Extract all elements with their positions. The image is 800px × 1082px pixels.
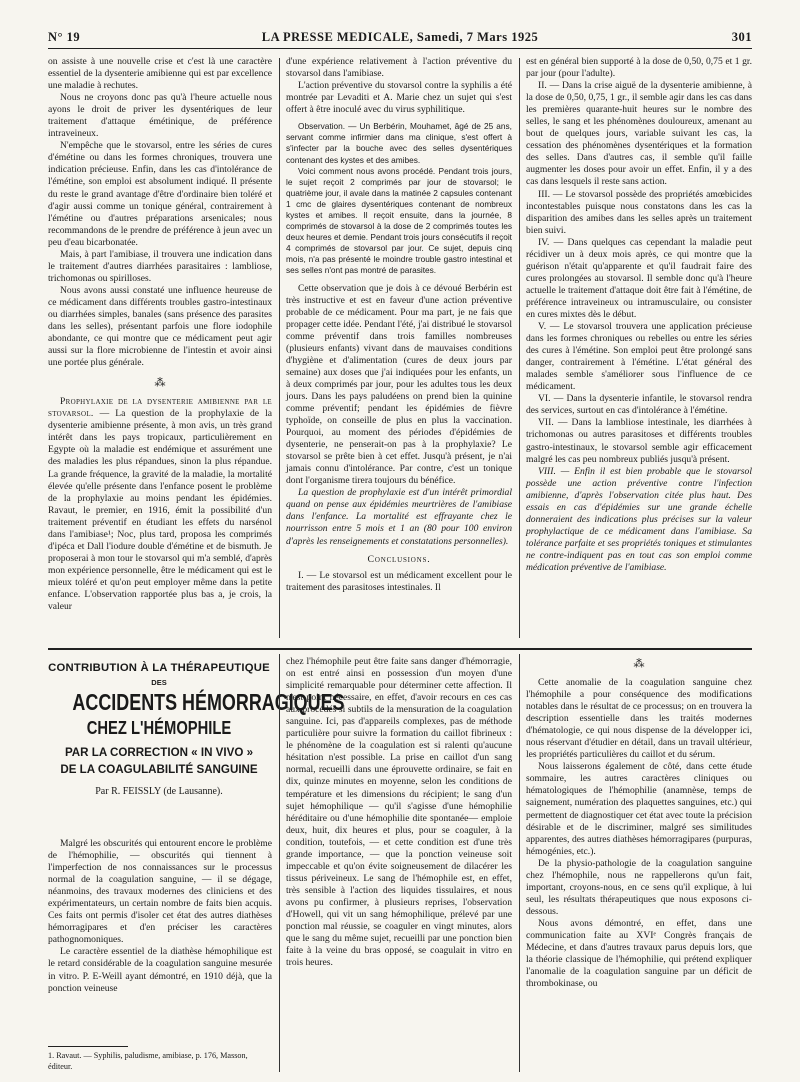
paragraph: L'action préventive du stovarsol contre la syphilis a été montrée par Levaditi et A. Marie chez un sujet qui s'est offert à être inoculé avec du virus syphilitique. [286,80,512,116]
column-rule [519,58,520,638]
observation-block [286,121,512,276]
paragraph: — La question de la prophylaxie de la dysenterie amibienne présente, à mon avis, un très grand intérêt dans les pays tropicaux, particulièrement en Egypte où la maladie est endémique et assurément une des maladies les plus répandues, sinon la plus répandue. La grande fréquence, la gravité de la maladie, la mortalité élevée qu'elle présente dans l'enfance posent le problème de la prophylaxie au moins pendant les épidémies. Ravaut, le premier, en 1916, émit la possibilité d'un traitement préventif en étudiant les effets du narsénol dans l'amibiase¹; Noc, plus tard, proposa les comprimés d'ipéca et Dall l'iodure double d'émétine et de bismuth. Je proposerai à mon tour le stovarsol qui m'a semblé, d'après mon expérience personnelle, être le médicament qui est le mieux toléré et qu'on peut employer même dans la petite enfance. L'observation rapportée plus bas a, je crois, la valeur [48,408,272,613]
paragraph: VI. — Dans la dysenterie infantile, le stovarsol rendra des services, surtout en cas d'intolérance à l'émétine. [526,393,752,417]
article-author: Par R. FEISSLY (de Lausanne). [95,786,223,797]
article-title-line-2: CHEZ L'HÉMOPHILE [86,718,232,738]
paragraph: V. — Le stovarsol trouvera une application précieuse dans les formes chroniques ou rebelles ou entre les séries des cures à l'émétine. Son emploi peut être prolongé sans danger, contrairement à l'émétine. L'état général des malades semble s'améliorer sous l'influence de ce médicament. [526,321,752,393]
top-column-1 [48,56,272,613]
paragraph: est en général bien supporté à la dose de 0,50, 0,75 et 1 gr. par jour (pour l'adulte). [526,56,752,80]
article-kicker: CONTRIBUTION À LA THÉRAPEUTIQUE [48,662,270,674]
paragraph: Cette observation que je dois à ce dévoué Berbérin est très instructive et est en faveur d'une action préventive probable de ce médicament. Pour ma part, je ne fais que propager cette idée. Pendant l'été, j'ai distribué le stovarsol comme préventif dans trois familles nombreuses (plusieurs enfants) vivant dans de mauvaises conditions d'hygiène et d'alimentation (cures de deux jours par semaine) aux doses que j'ai indiquées pour les enfants, un à deux comprimés par jour, pour les adultes tous les deux jours. Dans les pays paludéens on prend bien la quinine comme préventif; pendant les épidémies de fièvre typhoïde, on conseille de plus en plus la vaccination. Pourquoi, au moment des périodes d'épidémies de dysenterie, ne penserait-on pas à la prophylaxie? Le stovarsol se prête bien à cet effet. Jusqu'à présent, je n'ai jamais connu d'intolérance. Par contre, c'est un tonique dont l'organisme tirera toujours du bénéfice. [286,282,512,487]
paragraph: chez l'hémophile peut être faite sans danger d'hémorragie, on est entré ainsi en possession d'un moyen d'une simplicité remarquable pour déterminer cette affection. Il n'est point nécessaire, en effet, d'avoir recours en ces cas aux procédés si subtils de la mensuration de la coagulation sanguine. Ici, pas d'appareils complexes, pas de méthode particulière pour suivre la formation du caillot fibrineux : le phénomène de la coagulation est si ralenti qu'aucune hésitation n'est possible. La prise en caillot d'un sang normal, recueilli dans une éprouvette ordinaire, se fait en dix, quinze minutes en moyenne, selon les conditions de température et les dimensions du récipient; le sang d'un sujet hémophilique — qu'il s'agisse d'une hémophilie héréditaire ou d'une hémophilie dite spontanée— emploie deux, huit, dix heures et plus, pour se coaguler, à la condition, toutefois, — et cette condition est d'une très grande importance, — que la ponction veineuse soit impeccable et qu'on évite soigneusement de dilacérer les tissus périveineux. Le sang de l'hémophile est, en effet, très sensible à l'action des liquides tissulaires, et nous avons pu confirmer, à plusieurs reprises, l'observation d'Howell, qui vit un sang hémophilique, prélevé par une ponction mal réussie, se coaguler en vingt minutes, alors que le sang du même sujet, recueilli par une ponction bien faite à la veine du bras opposé, se coagulait in vitro en trois heures. [286,656,512,969]
bottom-column-1 [48,838,272,995]
paragraph: II. — Dans la crise aiguë de la dysenterie amibienne, à la dose de 0,50, 0,75, 1 gr., il semble agir dans les cas dans les premières quarante-huit heures sur le nombre des selles, le sang et les phénomènes douloureux, amenant au bout de quelques jours, variable suivant les cas, la cessation des phénomènes dysentériques et la formation des selles. Dans d'autres cas, il semble qu'il faille augmenter les doses pour avoir un effet. Enfin, il y a des cas dans lesquels il reste sans action. [526,80,752,188]
page-folio: 301 [731,30,752,44]
paragraph: Nous avons démontré, en effet, dans une communication faite au XVIᵉ Congrès français de Médecine, et dans d'autres travaux parus depuis lors, que la théorie classique de l'hémophilie, qui prétend expliquer l'anomalie de la coagulation sanguine par un déficit de thrombokinase, ou [526,917,752,990]
paragraph: III. — Le stovarsol possède des propriétés amœbicides incontestables puisque nous constatons dans les cas la disparition des amibes dans les selles après un traitement bien suivi. [526,188,752,236]
conclusions-heading: Conclusions. [367,553,431,565]
paragraph: N'empêche que le stovarsol, entre les séries de cures d'émétine ou dans les formes chroniques, trouvera une indication précieuse. Enfin, dans les cas d'intolérance de l'émétine, son emploi est absolument indiqué. Il présente du reste le grand avantage d'être d'ordinaire bien toléré et d'agir aussi comme un tonique général, contrairement à l'émétine ou d'autres préparations arsenicales; nous recommandons de le prendre de préférence à jeun avec un peu d'eau bicarbonatée. [48,140,272,248]
column-rule [279,58,280,638]
section-separator: ⁂ [154,377,166,390]
article-subtitle-1: PAR LA CORRECTION « IN VIVO » [64,746,254,759]
paragraph: VIII. — Enfin il est bien probable que le stovarsol possède une action préventive contre l'infection amibienne, d'après l'observation citée plus haut. Des essais en cas d'épidémies sur une grande échelle donneraient des indications plus précises sur la valeur prophylactique de ce médicament dans l'amibiase. Sa tolérance parfaite et ses propriétés toniques et stimulantes ne contre-indiquent pas en tout cas son emploi comme médication préventive de l'amibiase. [526,465,752,573]
paragraph: Cette anomalie de la coagulation sanguine chez l'hémophile a pour conséquence des modifications notables dans le résultat de ce processus; on en trouvera la description essentielle dans les traités modernes d'hématologie, ce qui nous dispense de la développer ici, nous réservant d'étudier en détail, dans un travail ultérieur, les propriétés particulières du caillot et du sérum. [526,677,752,761]
paragraph: La question de prophylaxie est d'un intérêt primordial quand on pense aux épidémies meurtrières de l'amibiase dans l'enfance. La mortalité est effrayante chez le nourrisson entre 5 mois et 1 an (80 pour 100 environ d'après les renseignements et constatations personnelles). [286,487,512,547]
footnote: 1. Ravaut. — Syphilis, paludisme, amibiase, p. 176, Masson, éditeur. [48,1051,248,1071]
section-divider [48,648,752,650]
paragraph: De la physio-pathologie de la coagulation sanguine chez l'hémophile, nous ne rappellerons qu'un fait, important, croyons-nous, en ce sens qu'il explique, à lui seul, les résultats thérapeutiques que nous exposons ci-dessous. [526,857,752,917]
paragraph: Nous avons aussi constaté une influence heureuse de ce médicament dans différents troubles gastro-intestinaux ou diarrhées simples, banales (sans présence des parasites dans les selles), présentant parfois une flore iodophile abondante, ce qui montre que ce médicament peut agir aussi sur la flore microbienne de l'intestin et avoir ainsi une portée plus générale. [48,284,272,369]
paragraph: Nous ne croyons donc pas qu'à l'heure actuelle nous ayons le droit de priver les dysentériques de leur traitement d'attaque émétinique, de préférence intraveineux. [48,92,272,140]
article-title-block [48,662,345,797]
paragraph: Mais, à part l'amibiase, il trouvera une indication dans le traitement d'autres diarrhées parasitaires : lambliose, trichomonas ou spirilloses. [48,248,272,284]
paragraph: d'une expérience relativement à l'action préventive du stovarsol dans l'amibiase. [286,56,512,80]
observation-paragraph: Voici comment nous avons procédé. Pendant trois jours, le sujet reçoit 2 comprimés par jour de stovarsol; le quatrième jour, il avale dans la matinée 2 capsules contenant 1 cmc de glaires dysentériques contenant de nombreux kystes et amibes. Il reçoit ensuite, dans la journée, 8 comprimés de stovarsol à la dose de 2 comprimés toutes les deux heures et demie. Pendant trois jours consécutifs il reçoit 4 comprimés de stovarsol par jour. Ce sujet, depuis cinq mois, n'a pas présenté le moindre trouble gastro intestinal et ses selles n'ont pas montré de parasites. [286,165,512,276]
article-des: DES [151,678,167,687]
bottom-column-3 [526,656,752,990]
article-title: ACCIDENTS HÉMORRAGIQUES [72,689,345,715]
paragraph: Le caractère essentiel de la diathèse hémophilique est le retard considérable de la coagulation sanguine mesurée in vitro. P. E-Weill ayant démontré, en 1910 déjà, que la ponction veineuse [48,946,272,994]
running-header [48,30,752,49]
top-column-3 [526,56,752,574]
paragraph: on assiste à une nouvelle crise et c'est là une caractère essentiel de la dysenterie amibienne qui est par excellence une maladie à rechutes. [48,56,272,92]
column-rule [519,654,520,1072]
footnote-rule [48,1046,128,1047]
section-separator: ⁂ [633,658,645,670]
journal-title: LA PRESSE MEDICALE, Samedi, 7 Mars 1925 [261,30,539,44]
observation-paragraph: Observation. — Un Berbérin, Mouhamet, âgé de 25 ans, servant comme infirmier dans ma clinique, s'est offert à s'infecter par la bouche avec des selles dysentériques contenant des kystes et des amibes. [286,121,512,165]
top-column-2 [286,56,512,594]
paragraph: Malgré les obscurités qui entourent encore le problème de l'hémophilie, — obscurités qui tiennent à l'imperfection de nos connaissances sur le processus normal de la coagulation sanguine, — il se dégage, néanmoins, des travaux modernes des cliniciens et des expérimentateurs, un certain nombre de faits bien acquis. Ces faits ont permis d'isoler cet état des autres diathèses hémorragipares et d'en préciser les caractères pathognomoniques. [48,838,272,946]
column-rule [279,654,280,1072]
paragraph: IV. — Dans quelques cas cependant la maladie peut récidiver un à deux mois après, ce qui montre que la guérison n'était qu'apparente et qu'il faudrait faire des cures prolongées au stovarsol. Il semble donc qu'à l'heure actuelle le traitement d'attaque doit être fait à l'émétine, de préférence intraveineux ou intramusculaire, ou consister en cures mixtes dès le début. [526,236,752,320]
paragraph: I. — Le stovarsol est un médicament excellent pour le traitement des parasitoses intestinales. Il [286,569,512,593]
issue-number: N° 19 [48,30,81,44]
article-subtitle-2: DE LA COAGULABILITÉ SANGUINE [60,763,258,776]
bottom-column-2 [286,656,512,969]
paragraph: Nous laisserons également de côté, dans cette étude sommaire, les autres caractères cliniques ou hématologiques de l'hémophilie (anamnèse, temps de saignement, numération des plaquettes sanguines, etc.) qui permettent de diagnostiquer cet état avec toute la précision désirable et de le discriminer, malgré ses similitudes apparentes, des autres diathèses hémorragipares (purpuras, hémogénies, etc.). [526,761,752,857]
paragraph: VII. — Dans la lambliose intestinale, les diarrhées à trichomonas ou autres parasitoses et différents troubles gastro-intestinaux, le stovarsol semble agir efficacement malgré les cas peu nombreux publiés jusqu'à présent. [526,417,752,465]
section-heading: Prophylaxie de la dysenterie amibienne par le stovarsol. [48,396,272,420]
